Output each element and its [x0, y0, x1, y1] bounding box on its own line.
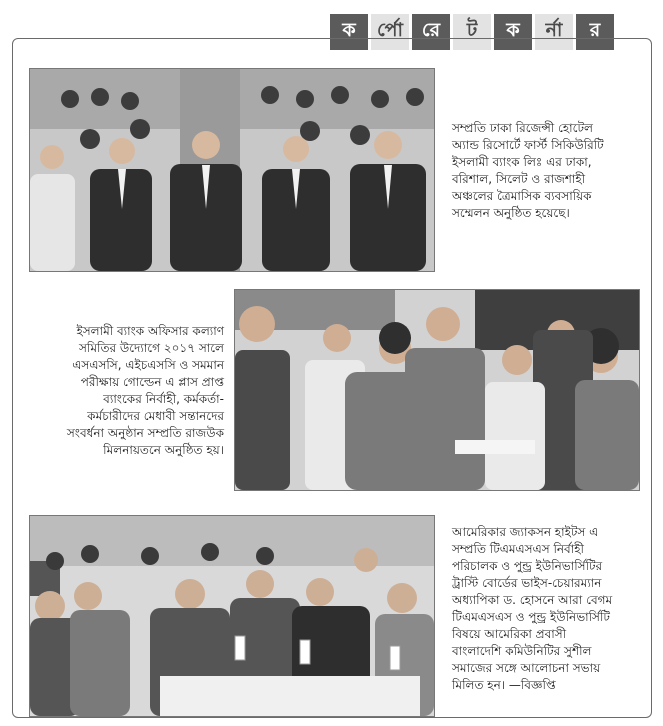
conference-photo	[29, 68, 435, 272]
caption-3: আমেরিকার জ্যাকসন হাইটস এ সম্প্রতি টিএমএসএস নির্বাহী পরিচালক ও পুন্ড্র ইউনিভার্সিটির ট্রাস্টি বোর্ডের ভাইস-চেয়ারম্যান অধ্যাপিকা ড. হোসনে আরা বেগম টিএমএসএস ও পুন্ড্র ইউনিভার্সিটি বিষয়ে আমেরিকা প্রবাসী বাংলাদেশি কমিউনিটির সুশীল সমাজের সঙ্গে আলোচনা সভায় মিলিত হন। —বিজ্ঞপ্তি	[452, 525, 613, 692]
header-tile: রে	[412, 14, 450, 50]
caption-1: সম্প্রতি ঢাকা রিজেন্সী হোটেল অ্যান্ড রিসোর্টে ফার্স্ট সিকিউরিটি ইসলামী ব্যাংক লিঃ এর ঢাকা, বরিশাল, সিলেট ও রাজশাহী অঞ্চলের ত্রৈমাসিক ব্যবসায়িক সম্মেলন অনুষ্ঠিত হয়েছে।	[452, 121, 604, 220]
header-tile: র্না	[535, 14, 573, 50]
header-tile: ট	[453, 14, 491, 50]
header-tile: র	[576, 14, 614, 50]
header-tile: র্পো	[371, 14, 409, 50]
award-ceremony-photo	[234, 289, 640, 491]
header-tile: ক	[330, 14, 368, 50]
caption-2: ইসলামী ব্যাংক অফিসার কল্যাণ সমিতির উদ্যোগে ২০১৭ সালে এসএসসি, এইচএসসি ও সমমান পরীক্ষায় গোল্ডেন এ প্লাস প্রাপ্ত ব্যাংকের নির্বাহী, কর্মকর্তা- কর্মচারীদের মেধাবী সন্তানদের সংবর্ধনা অনুষ্ঠান সম্প্রতি রাজউক মিলনায়তনে অনুষ্ঠিত হয়।	[66, 324, 224, 457]
community-meeting-photo	[29, 515, 435, 717]
header-tile: ক	[494, 14, 532, 50]
